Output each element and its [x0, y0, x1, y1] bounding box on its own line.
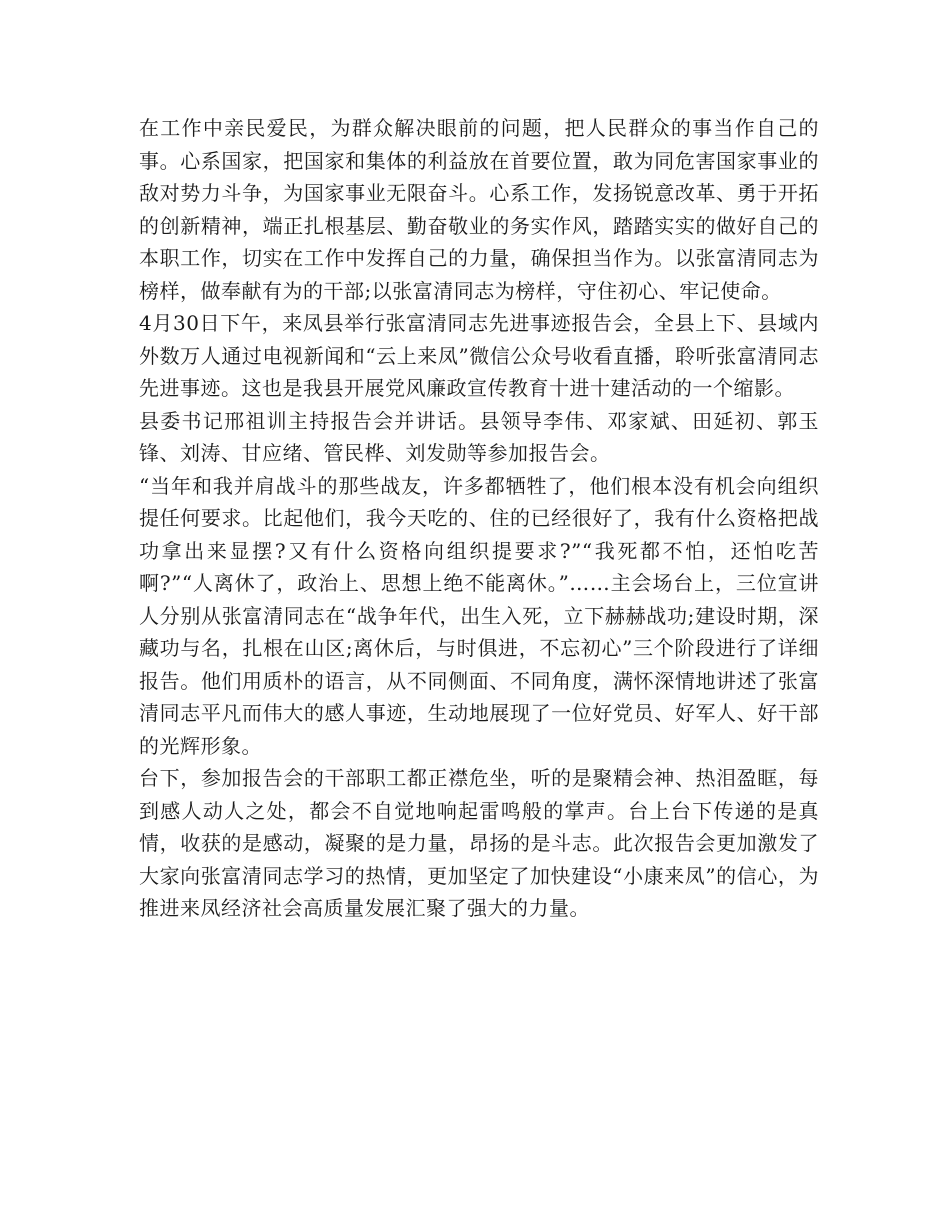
paragraph-2: 4月30日下午，来凤县举行张富清同志先进事迹报告会，全县上下、县域内外数万人通过电视新闻和“云上来凤”微信公众号收看直播，聆听张富清同志先进事迹。这也是我县开展党风廉政宣传教育十进十建活动的一个缩影。 — [139, 311, 819, 400]
paragraph-1: 在工作中亲民爱民，为群众解决眼前的问题，把人民群众的事当作自己的事。心系国家，把国家和集体的利益放在首要位置，敢为同危害国家事业的敌对势力斗争，为国家事业无限奋斗。心系工作，发扬锐意改革、勇于开拓的创新精神，端正扎根基层、勤奋敬业的务实作风，踏踏实实的做好自己的本职工作，切实在工作中发挥自己的力量，确保担当作为。以张富清同志为榜样，做奉献有为的干部;以张富清同志为榜样，守住初心、牢记使命。 — [139, 116, 819, 303]
paragraph-4: “当年和我并肩战斗的那些战友，许多都牺牲了，他们根本没有机会向组织提任何要求。比起他们，我今天吃的、住的已经很好了，我有什么资格把战功拿出来显摆?又有什么资格向组织提要求?”“我死都不怕，还怕吃苦啊?”“人离休了，政治上、思想上绝不能离休。”……主会场台上，三位宣讲人分别从张富清同志在“战争年代，出生入死，立下赫赫战功;建设时期，深藏功与名，扎根在山区;离休后，与时俱进，不忘初心”三个阶段进行了详细报告。他们用质朴的语言，从不同侧面、不同角度，满怀深情地讲述了张富清同志平凡而伟大的感人事迹，生动地展现了一位好党员、好军人、好干部的光辉形象。 — [139, 473, 819, 758]
paragraph-5: 台下，参加报告会的干部职工都正襟危坐，听的是聚精会神、热泪盈眶，每到感人动人之处，都会不自觉地响起雷鸣般的掌声。台上台下传递的是真情，收获的是感动，凝聚的是力量，昂扬的是斗志。此次报告会更加激发了大家向张富清同志学习的热情，更加坚定了加快建设“小康来凤”的信心，为推进来凤经济社会高质量发展汇聚了强大的力量。 — [139, 766, 819, 920]
paragraph-3: 县委书记邢祖训主持报告会并讲话。县领导李伟、邓家斌、田延初、郭玉锋、刘涛、甘应绪、管民桦、刘发勋等参加报告会。 — [139, 408, 819, 465]
document-body — [139, 112, 819, 925]
